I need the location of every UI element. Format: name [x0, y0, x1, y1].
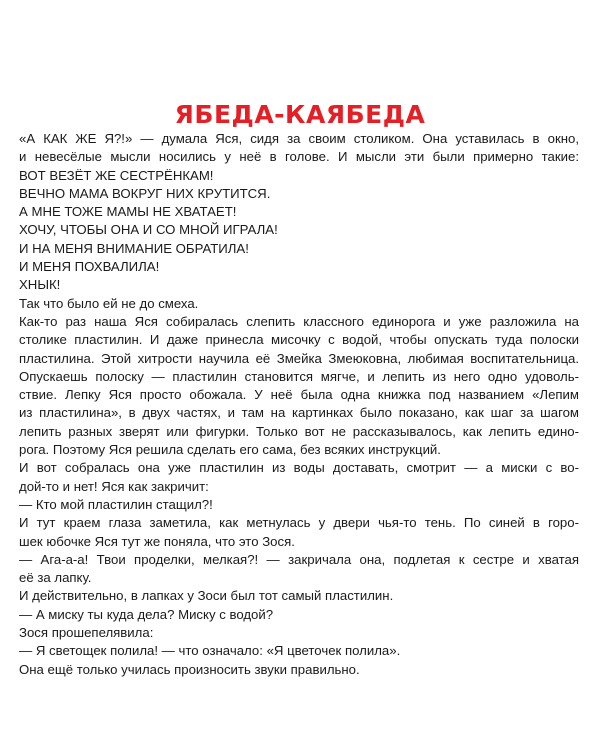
text-line: дой-то и нет! Яся как закричит: [19, 478, 209, 494]
text-line: ВЕЧНО МАМА ВОКРУГ НИХ КРУТИТСЯ. [19, 185, 271, 201]
text-line: Как-то раз наша Яся собиралась слепить классного единорога и уже разложила на [19, 313, 579, 329]
text-line: Зося прошепелявила: [19, 625, 154, 641]
text-line: И МЕНЯ ПОХВАЛИЛА! [19, 259, 160, 275]
text-line: ХНЫК! [19, 277, 61, 293]
text-line: её за лапку. [19, 570, 92, 586]
text-line: И тут краем глаза заметила, как метнулась у двери чья-то тень. По синей в горо- [19, 515, 579, 531]
text-line: И вот собралась она уже пластилин из воды доставать, смотрит — а миски с во- [19, 460, 579, 476]
text-line: пластилина. Этой хитрости научила её Змейка Змеюковна, любимая воспитательница. [19, 350, 579, 366]
text-line: из пластилина», в двух частях, и там на картинках было показано, как шаг за шагом [19, 405, 579, 421]
text-line: И НА МЕНЯ ВНИМАНИЕ ОБРАТИЛА! [19, 240, 249, 256]
text-line: столике пластилин. И даже принесла мисочку с водой, чтобы опускать туда полоски [19, 332, 579, 348]
text-line: и невесёлые мысли носились у неё в голове. И мысли эти были примерно такие: [19, 149, 579, 165]
text-line: — А миску ты куда дела? Миску с водой? [19, 606, 274, 622]
text-line: — Я светощек полила! — что означало: «Я цветочек полила». [19, 643, 401, 659]
story-text [19, 130, 579, 679]
text-line: И действительно, в лапках у Зоси был тот самый пластилин. [19, 588, 394, 604]
text-line: ствие. Лепку Яся просто обожала. У неё была одна книжка под названием «Лепим [19, 387, 579, 403]
text-line: ВОТ ВЕЗЁТ ЖЕ СЕСТРЁНКАМ! [19, 167, 214, 183]
text-line: Она ещё только училась произносить звуки правильно. [19, 661, 360, 677]
text-line: шек юбочке Яся тут же поняла, что это Зося. [19, 533, 295, 549]
story-title: ЯБЕДА-КАЯБЕДА [174, 100, 426, 129]
text-line: ХОЧУ, ЧТОБЫ ОНА И СО МНОЙ ИГРАЛА! [19, 222, 278, 238]
text-line: — Кто мой пластилин стащил?! [19, 496, 213, 512]
text-line: А МНЕ ТОЖЕ МАМЫ НЕ ХВАТАЕТ! [19, 204, 237, 220]
text-line: — Ага-а-а! Твои проделки, мелкая?! — закричала она, подлетая к сестре и хватая [19, 551, 579, 567]
text-line: рога. Поэтому Яся решила сделать его сама, без всяких инструкций. [19, 442, 441, 458]
text-line: Так что было ей не до смеха. [19, 295, 199, 311]
text-line: «А КАК ЖЕ Я?!» — думала Яся, сидя за своим столиком. Она уставилась в окно, [19, 131, 579, 146]
text-line: Опускаешь полоску — пластилин становится мягче, и лепить из него одно удоволь- [19, 368, 579, 384]
text-line: лепить разных зверят или фигурки. Только вот не рассказывалось, как лепить едино- [19, 423, 579, 439]
